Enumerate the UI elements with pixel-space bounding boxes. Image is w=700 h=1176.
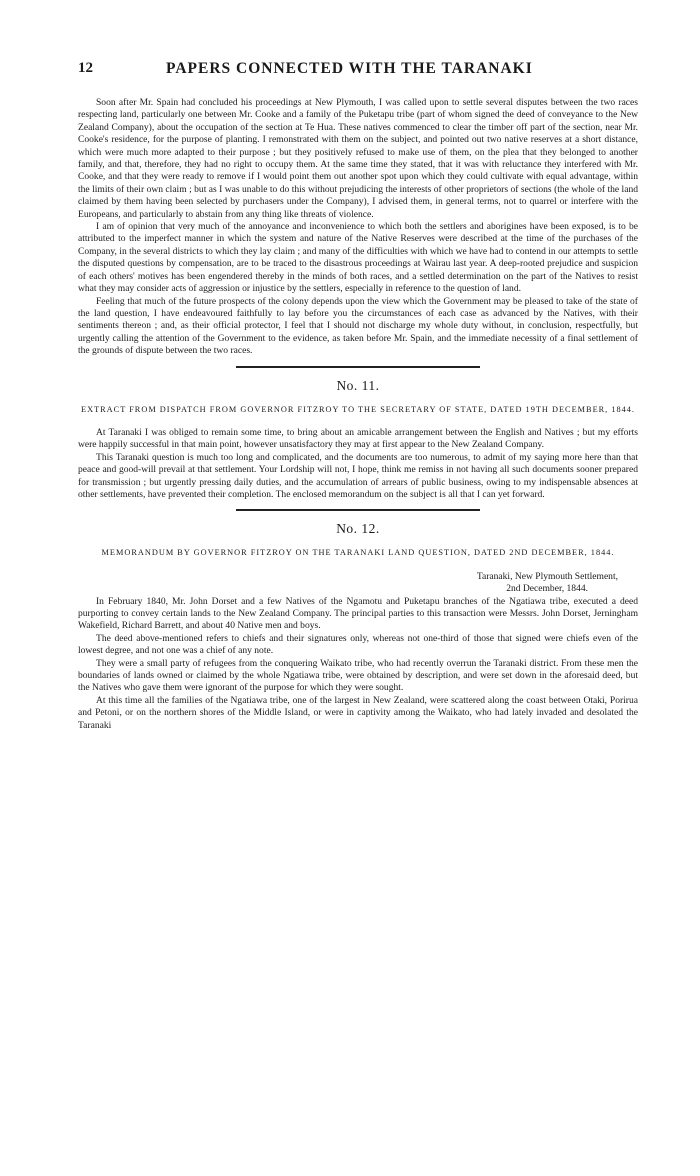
- page-body: [78, 97, 638, 732]
- dateline: [78, 571, 638, 596]
- paragraph: This Taranaki question is much too long and complicated, and the documents are too numerous, to admit of my saying more here than that peace and good-will prevail at that settlement. Your Lordship will not, I hope, think me remiss in not having all such documents sooner prepared for transmission ; but urgently pressing daily duties, and the accumulation of arrears of public business, owing to my indispensable absences at other settlements, have prevented their completion. The enclosed memorandum on the subject is all that I can yet forward.: [78, 451, 638, 500]
- paragraph: Feeling that much of the future prospects of the colony depends upon the view which the Government may be pleased to take of the state of the land question, I have endeavoured faithfully to lay before you the circumstances of each case as advanced by the Natives, with their sentiments thereon ; and, as their official protector, I feel that I should not discharge my whole duty without, in conclusion, respectfully, but urgently calling the attention of the Government to the evidence, as taken before Mr. Spain, and the immediate necessity of a final settlement of the grounds of dispute between the two races.: [78, 295, 638, 357]
- document-number: No. 12.: [336, 521, 380, 537]
- paragraph: The deed above-mentioned refers to chiefs and their signatures only, whereas not one-third of those that signed were chiefs even of the lowest degree, and not one was a chief of any note.: [78, 632, 638, 657]
- paragraph: I am of opinion that very much of the annoyance and inconvenience to which both the settlers and aborigines have been exposed, is to be attributed to the imperfect manner in which the system and nature of the Native Reserves were described at the time of the purchases of the Company, in the several districts to which they lay claim ; and many of the difficulties with which we have had to contend in our attempts to settle the disputed questions by compensation, are to be traced to the disastrous proceedings at Wairau last year. A deep-rooted prejudice and suspicion of each others' motives has been engendered thereby in the minds of both races, and a settled determination on the part of the Natives to resist what they may consider acts of aggression or injustice by the settlers, especially in reference to the question of land.: [78, 221, 638, 295]
- document-number: No. 11.: [336, 377, 380, 393]
- running-title: PAPERS CONNECTED WITH THE TARANAKI: [166, 60, 533, 77]
- paragraph: In February 1840, Mr. John Dorset and a few Natives of the Ngamotu and Puketapu branches of the Ngatiawa tribe, executed a deed purporting to convey certain lands to the New Zealand Company. The principal parties to this transaction were Messrs. John Dorset, Jerningham Wakefield, Richard Barrett, and about 40 Native men and boys.: [78, 595, 638, 632]
- paragraph: At this time all the families of the Ngatiawa tribe, one of the largest in New Zealand, were scattered along the coast between Otaki, Porirua and Petoni, or on the northern shores of the Middle Island, or were in captivity among the Waikato, who had lately invaded and desolated the Taranaki: [78, 694, 638, 731]
- paragraph: They were a small party of refugees from the conquering Waikato tribe, who had recently overrun the Taranaki district. From these men the boundaries of lands owned or claimed by the whole Ngatiawa tribe, were obtained by description, and were set down in the aforesaid deed, but the Natives who gave them were ignorant of the purpose for which they were sought.: [78, 657, 638, 694]
- paragraph: At Taranaki I was obliged to remain some time, to bring about an amicable arrangement between the English and Natives ; but my efforts were happily successful in that main point, however unsatisfactory they may at first appear to the New Zealand Company.: [78, 426, 638, 451]
- dateline-date: 2nd December, 1844.: [506, 583, 588, 595]
- paragraph: Soon after Mr. Spain had concluded his proceedings at New Plymouth, I was called upon to settle several disputes between the two races respecting land, particularly one between Mr. Cooke and a family of the Puketapu tribe (part of whom signed the deed of conveyance to the New Zealand Company), about the occupation of the section at Te Hua. These natives commenced to clear the timber off part of the section, near Mr. Cooke's residence, for the purpose of planting. I remonstrated with them on the subject, and pointed out two native reserves at a short distance, which were much more adapted to their purpose ; but they positively refused to make use of them, on the plea that they belonged to another family, and that, therefore, they had no right to occupy them. At the same time they stated, that it was with reluctance they interfered with Mr. Cooke, and that they were ready to remove if I would point them out another spot upon which they could cultivate with equal advantage, within the limits of their own claim ; but as I was unable to do this without prejudicing the interests of other proprietors of sections (the whole of the land claimed by them having been selected by purchasers under the Company), I advised them, in general terms, not to quarrel or interfere with the Europeans, and particularly to abstain from any thing like threats of violence.: [78, 97, 638, 220]
- section-divider: [236, 509, 480, 511]
- document-heading: EXTRACT FROM DISPATCH FROM GOVERNOR FITZROY TO THE SECRETARY OF STATE, DATED 19TH DECEMBER, 1844.: [81, 404, 635, 414]
- page-number: 12: [78, 60, 93, 76]
- dateline-place: Taranaki, New Plymouth Settlement,: [476, 570, 618, 582]
- page-header: [78, 60, 638, 82]
- section-divider: [236, 366, 480, 368]
- document-heading: MEMORANDUM BY GOVERNOR FITZROY ON THE TARANAKI LAND QUESTION, DATED 2ND DECEMBER, 1844.: [101, 548, 615, 558]
